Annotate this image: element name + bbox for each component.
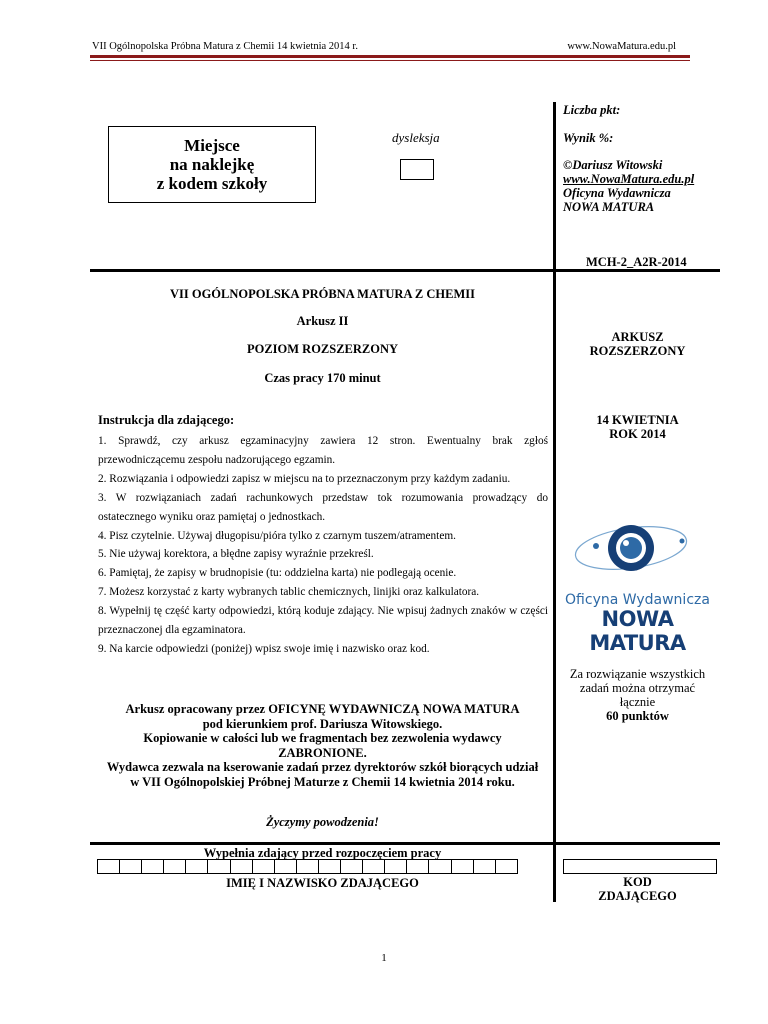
sheet-number: Arkusz II [296,314,349,328]
publisher-note-line4: ZABRONIONE. [278,745,367,760]
publisher-note-line5: Wydawca zezwala na kserowanie zadań przez dyrektorów szkół biorących udział [106,760,539,774]
sheet-type-line2: ROZSZERZONY [589,344,686,358]
publisher-note [95,702,550,789]
name-char-cell[interactable] [406,859,429,874]
bottom-horizontal-divider [90,842,720,845]
vertical-divider [553,102,556,902]
instruction-item: 5. Nie używaj korektora, a błędne zapisy wyraźnie przekreśl. [98,548,374,561]
exam-date-line2: ROK 2014 [609,427,666,441]
name-char-cell[interactable] [274,859,297,874]
name-char-cell[interactable] [252,859,275,874]
publisher-line1: Oficyna Wydawnicza [563,186,671,200]
name-char-cell[interactable] [473,859,496,874]
points-info-line2: zadań można otrzymać [579,681,696,695]
publisher-note-line6: w VII Ogólnopolskiej Próbnej Maturze z Chemii 14 kwietnia 2014 roku. [130,774,515,789]
header-rule-thin [90,60,690,61]
publisher-note-line1: Arkusz opracowany przez OFICYNĘ WYDAWNICZĄ NOWA MATURA [125,702,520,716]
publisher-line2: NOWA MATURA [563,200,655,214]
points-info-line1: Za rozwiązanie wszystkich [569,667,706,681]
dyslexia-checkbox[interactable] [400,159,434,180]
exam-date [560,413,715,441]
running-header-left: VII Ogólnopolska Próbna Matura z Chemii 14 kwietnia 2014 r. [92,41,358,52]
instruction-item: 1. Sprawdź, czy arkusz egzaminacyjny zawiera 12 stron. Ewentualny brak zgłoś przewodniczącemu zespołu nadzorującego egzamin. [98,435,548,466]
points-info-line3: łącznie [619,695,656,709]
instruction-item: 8. Wypełnij tę część karty odpowiedzi, którą koduje zdający. Nie wpisuj żadnych znaków w części przeznaczonej dla egzaminatora. [98,605,548,637]
name-char-cell[interactable] [207,859,230,874]
instructions-list [98,432,548,659]
author-copyright: ©Dariusz Witowski [563,158,663,172]
running-header-right: www.NowaMatura.edu.pl [567,41,676,52]
instruction-item: 2. Rozwiązania i odpowiedzi zapisz w miejscu na to przeznaczonym przy każdym zadaniu. [98,472,511,485]
good-luck-wish: Życzymy powodzenia! [266,815,379,829]
sheet-type [560,330,715,358]
name-char-cell[interactable] [451,859,474,874]
publisher-note-line2: pod kierunkiem prof. Dariusza Witowskiego. [202,716,443,731]
student-code-label-line1: KOD [623,875,652,889]
sheet-type-line1: ARKUSZ [611,330,664,344]
instruction-item: 6. Pamiętaj, że zapisy w brudnopisie (tu: oddzielna karta) nie podlegają ocenie. [98,567,457,580]
name-char-cell[interactable] [97,859,120,874]
exam-level: POZIOM ROZSZERZONY [246,342,399,356]
name-char-cell[interactable] [185,859,208,874]
student-code-label-line2: ZDAJĄCEGO [598,889,677,903]
exam-code: MCH-2_A2R-2014 [586,255,687,269]
name-char-cell[interactable] [340,859,363,874]
page-number: 1 [381,952,387,964]
name-char-cell[interactable] [230,859,253,874]
instruction-item: 9. Na karcie odpowiedzi (poniżej) wpisz swoje imię i nazwisko oraz kod. [98,642,430,655]
points-label: Liczba pkt: [563,103,621,117]
name-char-cell[interactable] [362,859,385,874]
school-sticker-line1: Miejsce [184,136,240,155]
school-sticker-line2: na naklejkę [169,155,255,174]
website-link[interactable]: www.NowaMatura.edu.pl [563,172,695,186]
name-field-label: IMIĘ I NAZWISKO ZDAJĄCEGO [226,876,419,890]
instruction-item: 4. Pisz czytelnie. Używaj długopisu/pióra tylko z czarnym tuszem/atramentem. [98,529,456,542]
instructions-title: Instrukcja dla zdającego: [98,413,235,427]
name-char-cell[interactable] [428,859,451,874]
student-code-input[interactable] [563,859,717,874]
name-char-cell[interactable] [296,859,319,874]
points-info-total: 60 punktów [606,709,669,723]
header-rule-thick [90,55,690,58]
school-sticker-box [108,126,316,203]
logo-text-brand: NOWA MATURA [589,607,686,655]
dyslexia-label: dysleksja [392,130,440,145]
name-char-cell[interactable] [384,859,407,874]
logo-text-publisher: Oficyna Wydawnicza [565,592,710,608]
exam-title: VII OGÓLNOPOLSKA PRÓBNA MATURA Z CHEMII [169,287,475,301]
name-char-cell[interactable] [318,859,341,874]
name-input-grid[interactable] [98,859,518,874]
points-info [560,667,715,723]
student-code-label [560,875,715,903]
result-label: Wynik %: [563,131,614,145]
instruction-item: 3. W rozwiązaniach zadań rachunkowych przedstaw tok rozumowania prowadzący do ostatecznego wyniku oraz pamiętaj o jednostkach. [98,491,548,523]
publisher-note-line3: Kopiowanie w całości lub we fragmentach bez zezwolenia wydawcy [143,731,502,745]
exam-time: Czas pracy 170 minut [264,371,381,385]
fill-instruction-label: Wypełnia zdający przed rozpoczęciem pracy [203,846,442,860]
instruction-item: 7. Możesz korzystać z karty wybranych tablic chemicznych, linijki oraz kalkulatora. [98,586,480,599]
exam-date-line1: 14 KWIETNIA [596,413,679,427]
name-char-cell[interactable] [163,859,186,874]
name-char-cell[interactable] [141,859,164,874]
name-char-cell[interactable] [119,859,142,874]
name-char-cell[interactable] [495,859,518,874]
school-sticker-line3: z kodem szkoły [156,174,268,193]
